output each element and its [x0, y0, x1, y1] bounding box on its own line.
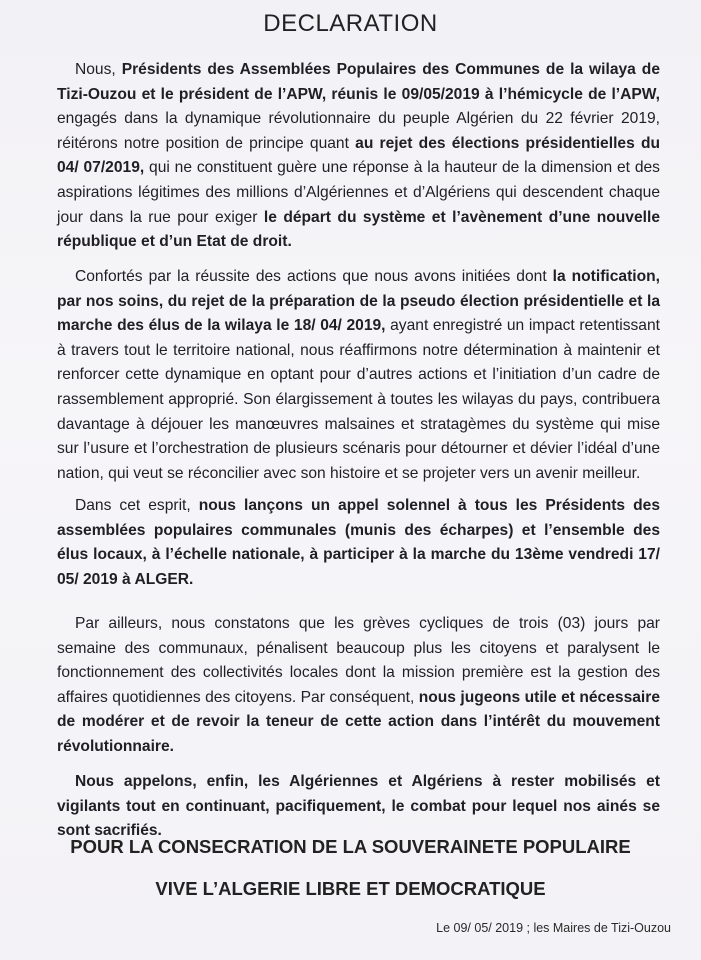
p2-bold-b: la notification, par nos soins, du rejet de la préparation de la pseudo élection présidentielle et la marche des élus de la wilaya le 18/ 04/ 2019,	[57, 268, 660, 335]
p2-text-c: ayant enregistré un impact retentissant à travers tout le territoire national, nous réaffirmons notre détermination à maintenir et renforcer cette dynamique en optant pour d’autres actions et l’initiation d’un cadre de rassemblement approprié. Son élargissement à toutes les wilayas du pays, contribuera davantage à déjouer les manœuvres malsaines et stratagèmes du système qui mise sur l’usure et l’orchestration de plusieurs scénaris pour détourner et dévier l’idéal d’une nation, qui veut se réconcilier avec son histoire et se projeter vers un avenir meilleur.	[57, 317, 660, 482]
slogan-souverainete: POUR LA CONSECRATION DE LA SOUVERAINETE POPULAIRE	[70, 836, 631, 857]
document-title: DECLARATION	[263, 10, 438, 37]
slogan-algerie-libre: VIVE L’ALGERIE LIBRE ET DEMOCRATIQUE	[155, 878, 546, 899]
p2-text-a: Confortés par la réussite des actions que nous avons initiées dont	[75, 268, 553, 285]
p1-text-c: engagés dans la dynamique révolutionnaire du peuple Algérien du 22 février 2019, réitérons notre position de principe quant	[57, 110, 660, 152]
p1-text-a: Nous,	[75, 61, 122, 78]
p4-text-a: Par ailleurs, nous constatons que les grèves cycliques de trois (03) jours par semaine des communaux, pénalisent beaucoup plus les citoyens et paralysent le fonctionnement des collectivités locales dont la mission première est la gestion des affaires quotidiennes des citoyens. Par conséquent,	[57, 615, 660, 706]
p3-text-a: Dans cet esprit,	[75, 497, 199, 514]
paragraph-3	[57, 494, 660, 592]
p5-bold: Nous appelons, enfin, les Algériennes et Algériens à rester mobilisés et vigilants tout en continuant, pacifiquement, le combat pour lequel nos ainés se sont sacrifiés.	[57, 773, 660, 840]
p1-bold-b: Présidents des Assemblées Populaires des Communes de la wilaya de Tizi-Ouzou et le président de l’APW, réunis le 09/05/2019 à l’hémicycle de l’APW,	[57, 61, 660, 103]
paragraph-4	[57, 612, 660, 760]
p3-bold-b: nous lançons un appel solennel à tous les Présidents des assemblées populaires communales (munis des écharpes) et l’ensemble des élus locaux, à l’échelle nationale, à participer à la marche du 13ème vendredi 17/ 05/ 2019 à ALGER.	[57, 497, 660, 588]
paragraph-2	[57, 265, 660, 486]
paragraph-5	[57, 770, 660, 844]
p1-bold-d: au rejet des élections présidentielles du 04/ 07/2019,	[57, 134, 660, 177]
signature-line: Le 09/ 05/ 2019 ; les Maires de Tizi-Ouzou	[436, 921, 671, 935]
p4-bold-b: nous jugeons utile et nécessaire de modérer et de revoir la teneur de cette action dans l’intérêt du mouvement révolutionnaire.	[57, 688, 660, 755]
p1-bold-f: le départ du système et l’avènement d’une nouvelle république et d’un Etat de droit.	[57, 208, 660, 251]
paragraph-1	[57, 58, 660, 255]
p1-text-e: qui ne constituent guère une réponse à la hauteur de la dimension et des aspirations légitimes des millions d’Algériennes et d’Algériens qui descendent chaque jour dans la rue pour exiger	[57, 159, 660, 226]
